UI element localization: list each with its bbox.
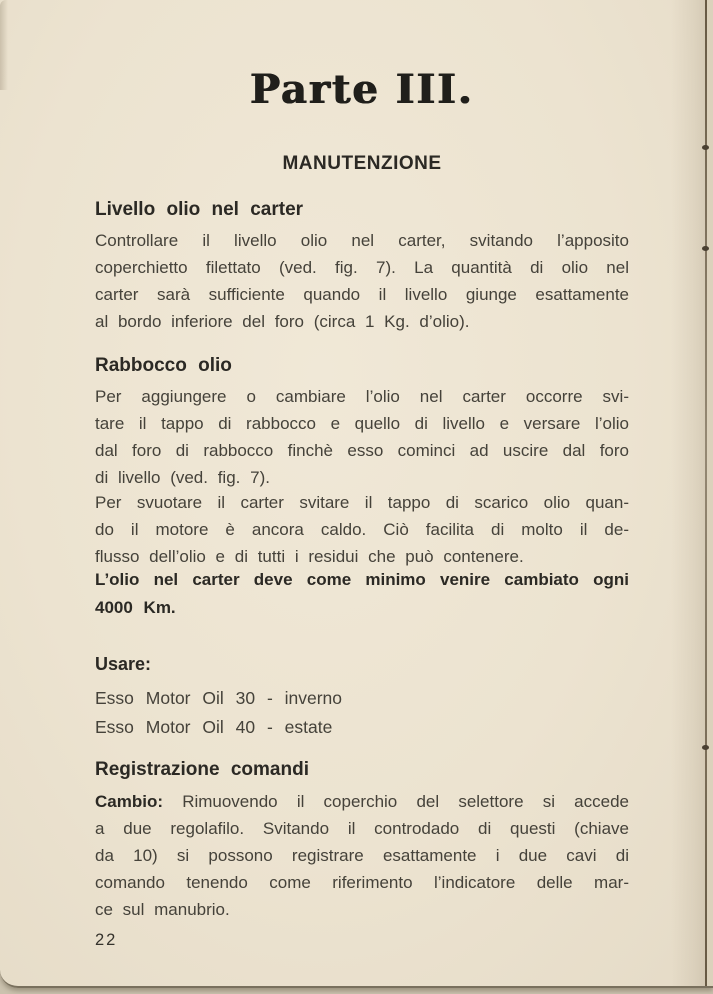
text-line: al bordo inferiore del foro (circa 1 Kg. d’olio). [95, 312, 470, 331]
text-line: Controllare il livello olio nel carter, svitando l’apposito [95, 231, 629, 250]
paragraph-rabbocco-1 [95, 383, 629, 491]
heading-rabbocco-olio: Rabbocco olio [95, 355, 232, 376]
staple-mark [702, 246, 709, 251]
staple-mark [702, 145, 709, 150]
text-line: dal foro di rabbocco finchè esso cominci ad uscire dal foro [95, 441, 629, 460]
paragraph-cambio [95, 788, 629, 923]
text-line: ce sul manubrio. [95, 900, 230, 919]
page-content [95, 0, 629, 923]
text-line: comando tenendo come riferimento l’indicatore delle mar- [95, 873, 629, 892]
text-line: di livello (ved. fig. 7). [95, 468, 270, 487]
staple-mark [702, 745, 709, 750]
usare-label: Usare: [95, 654, 152, 674]
chapter-heading-manutenzione: MANUTENZIONE [282, 153, 442, 174]
page-number: 22 [95, 931, 118, 949]
text-line: coperchietto filettato (ved. fig. 7). La quantità di olio nel [95, 258, 629, 277]
text-line [95, 788, 629, 815]
oil-spec-item-winter: Esso Motor Oil 30 - inverno [95, 688, 343, 708]
text-line: L’olio nel carter deve come minimo venire cambiato ogni [95, 570, 629, 589]
text-line: Per aggiungere o cambiare l’olio nel carter occorre svi- [95, 387, 629, 406]
cambio-lead-label: Cambio: [95, 792, 163, 811]
heading-livello-olio: Livello olio nel carter [95, 199, 304, 220]
cambio-lead-rest: Rimuovendo il coperchio del selettore si accede [182, 792, 629, 811]
text-line: Per svuotare il carter svitare il tappo di scarico olio quan- [95, 493, 629, 512]
text-line: da 10) si possono registrare esattamente i due cavi di [95, 846, 629, 865]
text-line: 4000 Km. [95, 598, 176, 617]
text-line: tare il tappo di rabbocco e quello di livello e versare l’olio [95, 414, 629, 433]
page-title: Parte III. [250, 66, 474, 113]
page-corner-shade [0, 0, 8, 90]
text-line: flusso dell’olio e di tutti i residui che può contenere. [95, 547, 524, 566]
text-line: do il motore è ancora caldo. Ciò facilita di molto il de- [95, 520, 629, 539]
heading-registrazione-comandi: Registrazione comandi [95, 759, 309, 780]
paragraph-livello [95, 227, 629, 335]
text-line: a due regolafilo. Svitando il controdado di questi (chiave [95, 819, 629, 838]
notice-oil-change-interval [95, 566, 629, 622]
oil-spec-item-summer: Esso Motor Oil 40 - estate [95, 717, 333, 737]
text-line: carter sarà sufficiente quando il livello giunge esattamente [95, 285, 629, 304]
paragraph-rabbocco-2 [95, 489, 629, 570]
